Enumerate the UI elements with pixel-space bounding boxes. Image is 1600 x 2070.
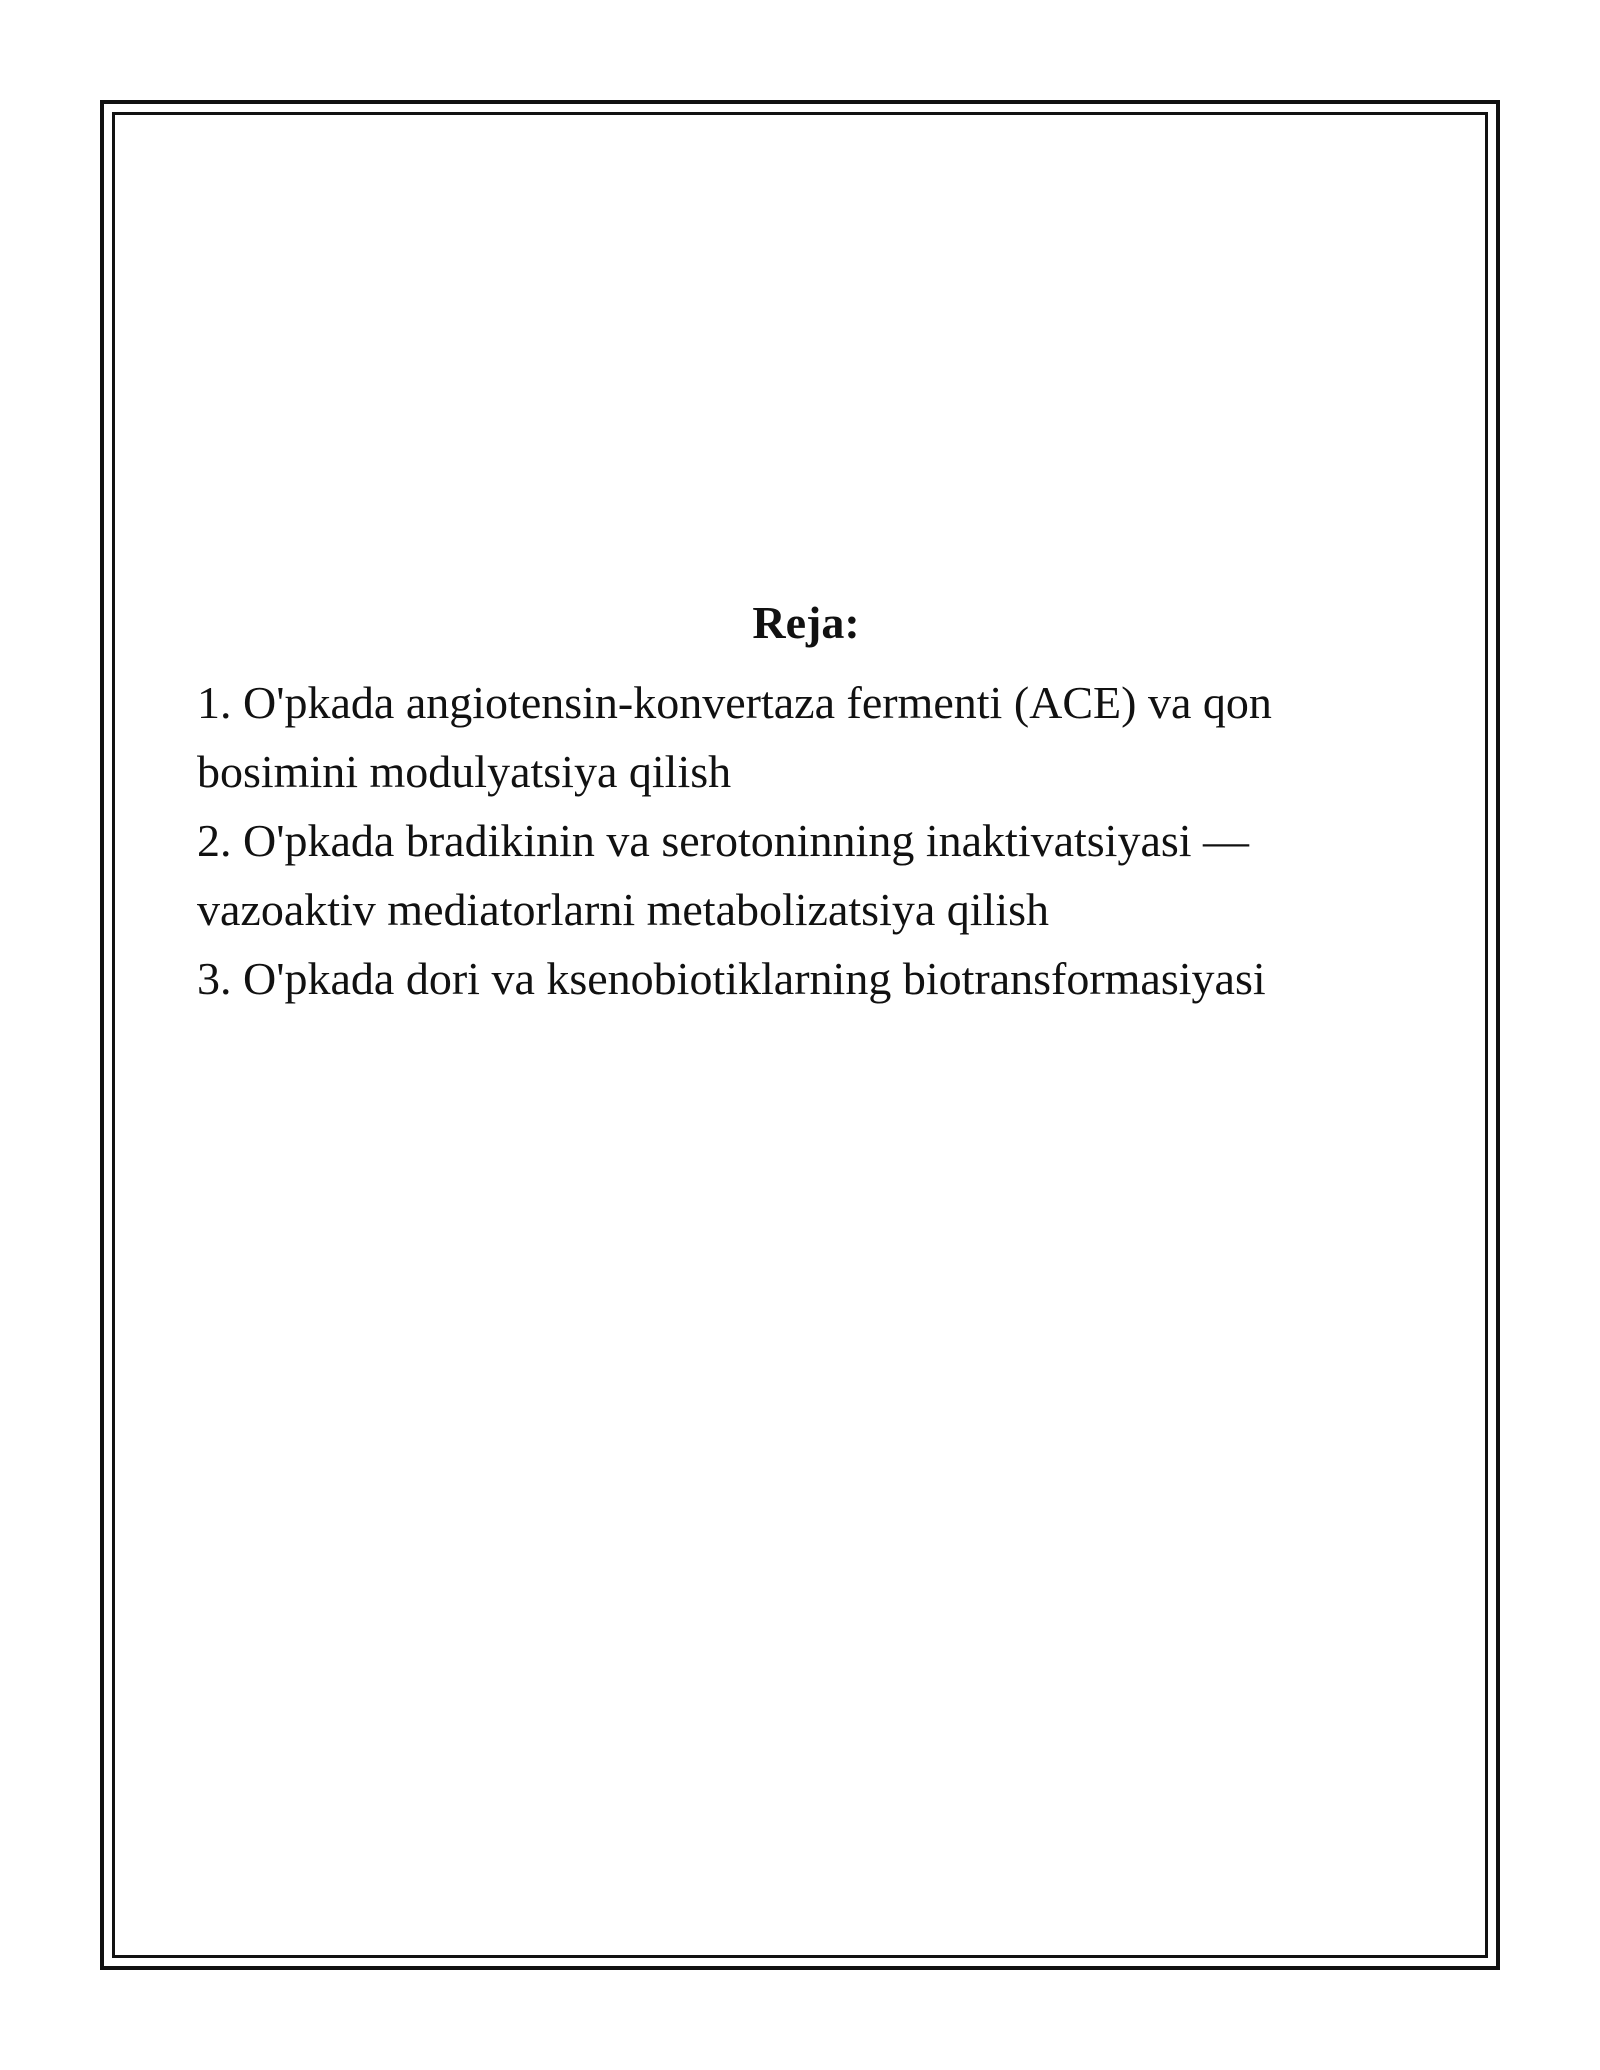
plan-item-2: 2. O'pkada bradikinin va serotoninning inaktivatsiyasi — vazoaktiv mediatorlarni metabolizatsiya qilish <box>197 815 1250 936</box>
page-border-outer <box>100 100 1500 1970</box>
plan-title: Reja: <box>752 597 860 648</box>
plan-section <box>197 595 1415 1013</box>
plan-item-1: 1. O'pkada angiotensin-konvertaza fermenti (ACE) va qon bosimini modulyatsiya qilish <box>197 677 1272 798</box>
plan-item-3: 3. O'pkada dori va ksenobiotiklarning biotransformasiyasi <box>197 953 1266 1005</box>
plan-list <box>197 668 1415 1013</box>
page-border-inner <box>112 112 1488 1958</box>
